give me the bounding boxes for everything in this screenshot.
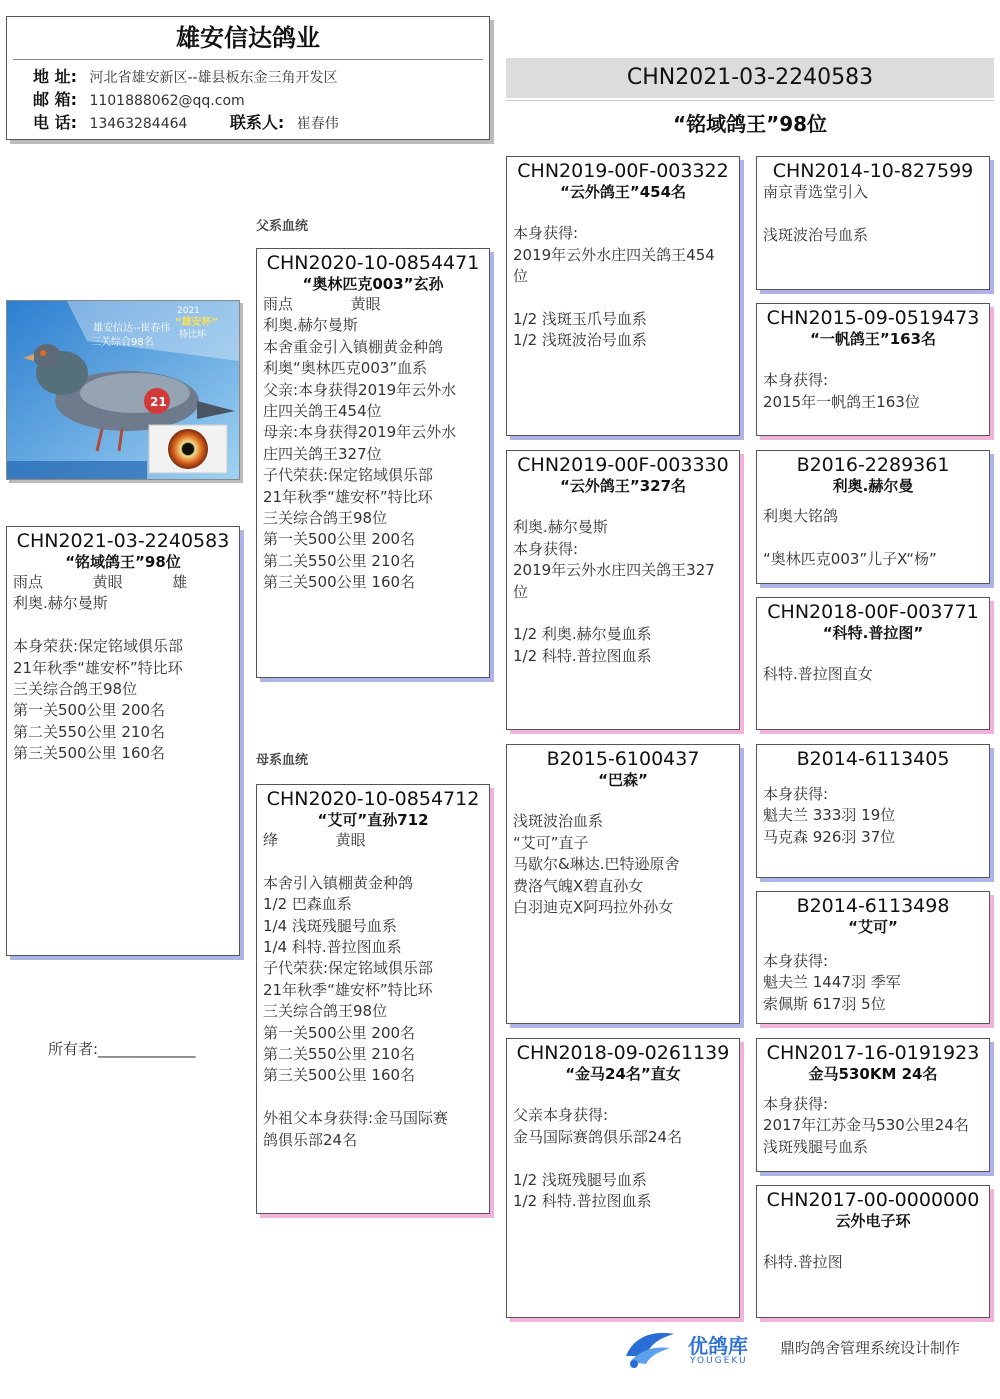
ggp-card-5[interactable] [756,744,990,878]
pigeon-photo-illustration [7,301,239,479]
detail-line: 利奥大铭鸽 [763,507,839,525]
subject-title: “铭域鸽王”98位 [65,553,181,571]
ggp-details [757,1252,989,1273]
detail-line: 1/2 浅斑残腿号血系 [513,1170,647,1189]
granddam-paternal-card[interactable] [506,450,740,730]
yougeku-logo-icon [620,1326,680,1370]
detail-line: 白羽迪克X阿玛拉外孙女 [513,898,674,917]
detail-line: 1/4 科特.普拉图血系 [263,938,402,957]
grandsire-maternal-card[interactable] [506,744,740,1024]
sire-ring: CHN2020-10-0854471 [266,252,480,274]
contact-label: 联系人: [229,113,285,132]
photo-banner-text-2: 三关综合98名 [91,337,154,348]
phone-label: 电 话: [33,113,77,132]
gp-ring: B2015-6100437 [546,748,700,770]
dam-eye: 黄眼 [335,831,366,849]
ggp-card-1[interactable] [756,156,990,290]
sire-details [257,315,489,593]
gp-title: “云外鸽王”327名 [559,477,687,495]
detail-line: 第一关500公里 200名 [13,701,166,720]
photo-badge-sub: 特比环 [179,330,207,340]
ggp-details [757,1094,989,1158]
banner-divider [506,100,994,101]
detail-line: 1/2 巴森血系 [263,895,352,914]
email-value[interactable]: 1101888062@qq.com [89,93,245,109]
detail-line: 庄四关鸽王454位 [263,402,382,421]
ggp-details [757,370,989,413]
detail-line: 利奥.赫尔曼斯 [513,518,608,537]
detail-line: 庄四关鸽王327位 [263,444,382,463]
owner-field[interactable]: 所有者:_____________ [48,1040,196,1058]
subject-pigeon-card[interactable] [6,526,240,956]
detail-line: 21年秋季“雄安杯”特比环 [13,658,183,677]
sire-card[interactable] [256,248,490,678]
detail-line: 第一关500公里 200名 [263,530,416,549]
ggp-ring: B2016-2289361 [796,454,950,476]
detail-line: 鸽俱乐部24名 [263,1130,358,1149]
detail-line [7,615,239,636]
detail-line [257,851,489,872]
subject-details [7,593,239,764]
photo-badge-year: 2021 [177,306,200,316]
gp-details [507,1084,739,1212]
sire-section-label: 父系血统 [256,219,309,234]
detail-line: 本舍重金引入镇棚黄金种鸽 [263,337,444,356]
gp-title: “金马24名”直女 [565,1065,681,1083]
address-row [7,66,489,89]
photo-tag: 21 [150,395,167,409]
detail-line: “奥林匹克003”儿子X“杨” [763,549,937,568]
dam-ring: CHN2020-10-0854712 [266,788,480,810]
dam-section-label: 母系血统 [256,753,309,768]
detail-line: 2019年云外水庄四关鸽王327 [513,561,715,580]
gp-title: “云外鸽王”454名 [559,183,687,201]
detail-line [257,1087,489,1108]
detail-line: 第三关500公里 160名 [13,744,166,763]
detail-line: 父亲:本身获得2019年云外水 [263,380,457,399]
gp-ring: CHN2018-09-0261139 [516,1042,730,1064]
detail-line [507,1148,739,1169]
detail-line: 位 [513,267,529,286]
ggp-title: 金马530KM 24名 [808,1065,938,1083]
detail-line: 科特.普拉图直女 [763,665,873,684]
detail-line: 第二关550公里 210名 [263,1045,416,1064]
detail-line [507,603,739,624]
ggp-card-7[interactable] [756,1038,990,1172]
gp-ring: CHN2019-00F-003330 [517,454,729,476]
ggp-title: “科特.普拉图” [822,624,924,642]
subject-sex: 雄 [172,573,188,591]
detail-line [507,288,739,309]
detail-line: 外祖父本身获得:金马国际赛 [263,1109,449,1128]
address-value: 河北省雄安新区--雄县板东金三角开发区 [89,70,338,86]
detail-line: 科特.普拉图 [763,1253,843,1272]
detail-line: 2015年一帆鸽王163位 [763,392,920,411]
ggp-ring: B2014-6113498 [796,895,950,917]
detail-line: 子代荣获:保定铭域俱乐部 [263,959,434,978]
ggp-details [757,664,989,685]
detail-line: 1/2 利奥.赫尔曼血系 [513,625,652,644]
detail-line: 浅斑波治血系 [513,812,604,831]
detail-line [757,527,989,548]
phone-row [7,112,489,135]
grandsire-paternal-card[interactable] [506,156,740,436]
address-label: 地 址: [33,67,77,86]
detail-line: 三关综合鸽王98位 [13,680,138,699]
subject-traits [7,572,239,593]
detail-line: 1/2 浅斑波治号血系 [513,331,647,350]
subject-color: 雨点 [13,573,44,591]
detail-line [507,202,739,223]
ggp-card-3[interactable] [756,450,990,584]
detail-line: 本身获得: [763,371,829,390]
email-row [7,89,489,112]
detail-line: 本身获得: [763,1095,829,1113]
ggp-card-2[interactable] [756,303,990,436]
dam-title: “艾可”直孙712 [317,811,429,829]
detail-line: 浅斑残腿号血系 [763,1137,869,1156]
detail-line: 利奥“奥林匹克003”血系 [263,359,428,378]
detail-line: 索佩斯 617羽 5位 [763,994,886,1013]
gp-title: “巴森” [598,771,648,789]
dam-color: 绛 [263,831,279,849]
detail-line: 费洛气魄X碧直孙女 [513,876,644,895]
detail-line: 南京青选堂引入 [763,183,869,201]
photo-badge-text: “雄安杯” [175,317,219,328]
detail-line: 21年秋季“雄安杯”特比环 [263,487,433,506]
granddam-maternal-card[interactable] [506,1038,740,1318]
detail-line: 利奥.赫尔曼斯 [263,316,358,335]
detail-line: 第三关500公里 160名 [263,1066,416,1085]
detail-line: 1/2 科特.普拉图血系 [513,646,652,665]
detail-line: 马歇尔&琳达.巴特逊原舍 [513,855,680,874]
ggp-title: 利奥.赫尔曼 [832,477,914,495]
dam-card[interactable] [256,784,490,1214]
detail-line: 1/2 浅斑玉爪号血系 [513,310,647,328]
sire-title: “奥林匹克003”玄孙 [302,275,444,293]
ggp-card-4[interactable] [756,597,990,730]
ggp-ring: CHN2017-16-0191923 [766,1042,980,1064]
detail-line: 第二关550公里 210名 [263,551,416,570]
contact-value: 崔春伟 [296,116,339,132]
ggp-ring: CHN2018-00F-003771 [767,601,979,623]
ggp-card-8[interactable] [756,1185,990,1318]
detail-line: 马克森 926羽 37位 [763,827,896,846]
phone-value[interactable]: 13463284464 [89,116,188,132]
detail-line: 第二关550公里 210名 [13,722,166,741]
detail-line: 本身获得: [513,539,579,558]
ggp-details [757,951,989,1015]
main-title: “铭域鸽王”98位 [672,112,828,136]
detail-line: 1/2 科特.普拉图血系 [513,1192,652,1210]
ggp-card-6[interactable] [756,891,990,1024]
detail-line: “艾可”直子 [513,833,589,852]
ggp-details [757,784,989,848]
detail-line: 2017年江苏金马530公里24名 [763,1116,969,1135]
detail-line: 利奥.赫尔曼斯 [13,594,108,613]
gp-details [507,790,739,918]
detail-line: 子代荣获:保定铭域俱乐部 [263,466,434,485]
detail-line: 父亲本身获得: [513,1106,609,1125]
subject-eye: 黄眼 [92,573,123,591]
detail-line: 三关综合鸽王98位 [263,509,388,528]
ggp-details [757,506,989,570]
detail-line [507,790,739,811]
detail-line: 浅斑波治号血系 [763,225,869,244]
photo-banner-text-1: 雄安信达--崔春伟 [93,323,171,334]
ggp-title: 云外电子环 [835,1212,911,1230]
detail-line: 2019年云外水庄四关鸽王454 [513,245,715,264]
detail-line: 第一关500公里 200名 [263,1023,416,1042]
footer-brand: 优鸽库 [688,1334,748,1358]
footer [620,1326,990,1370]
detail-line: 1/4 浅斑残腿号血系 [263,916,397,935]
breeder-name: 雄安信达鸽业 [176,24,320,52]
ggp-ring: CHN2015-09-0519473 [766,307,980,329]
detail-line: 魁夫兰 333羽 19位 [763,806,896,825]
breeder-header-card [6,16,490,140]
detail-line: 本身获得: [513,224,579,243]
detail-line: 位 [513,582,529,601]
ggp-ring: CHN2014-10-827599 [772,160,974,182]
subject-ring: CHN2021-03-2240583 [16,530,230,552]
gp-details [507,202,739,352]
detail-line: 本舍引入镇棚黄金种鸽 [263,873,414,892]
dam-traits [257,830,489,851]
detail-line: 本身获得: [763,952,829,970]
detail-line: 金马国际赛鸽俱乐部24名 [513,1127,683,1146]
sire-traits [257,294,489,315]
detail-line [507,1084,739,1105]
detail-line: 21年秋季“雄安杯”特比环 [263,980,433,999]
detail-line [757,203,989,224]
detail-line: 本身获得: [763,785,829,803]
detail-line: 三关综合鸽王98位 [263,1002,388,1021]
pigeon-photo [6,300,240,480]
header-divider [13,59,483,60]
footer-credit: 鼎昀鸽舍管理系统设计制作 [780,1339,961,1357]
sire-eye: 黄眼 [350,295,381,313]
gp-details [507,496,739,667]
ggp-title: “一帆鸽王”163名 [809,330,937,348]
footer-brand-en: YOUGEKU [690,1356,748,1366]
detail-line: 第三关500公里 160名 [263,573,416,592]
email-label: 邮 箱: [33,90,77,109]
main-ring-banner: CHN2021-03-2240583 [506,58,994,98]
detail-line: 本身荣获:保定铭域俱乐部 [13,637,184,656]
sire-color: 雨点 [263,295,294,313]
ggp-ring: CHN2017-00-0000000 [766,1189,980,1211]
ggp-details [757,182,989,246]
ggp-ring: B2014-6113405 [796,748,950,770]
dam-details [257,851,489,1151]
detail-line [507,496,739,517]
detail-line: 魁夫兰 1447羽 季军 [763,973,901,992]
ggp-title: “艾可” [848,918,898,936]
detail-line: 母亲:本身获得2019年云外水 [263,423,457,442]
gp-ring: CHN2019-00F-003322 [517,160,729,182]
